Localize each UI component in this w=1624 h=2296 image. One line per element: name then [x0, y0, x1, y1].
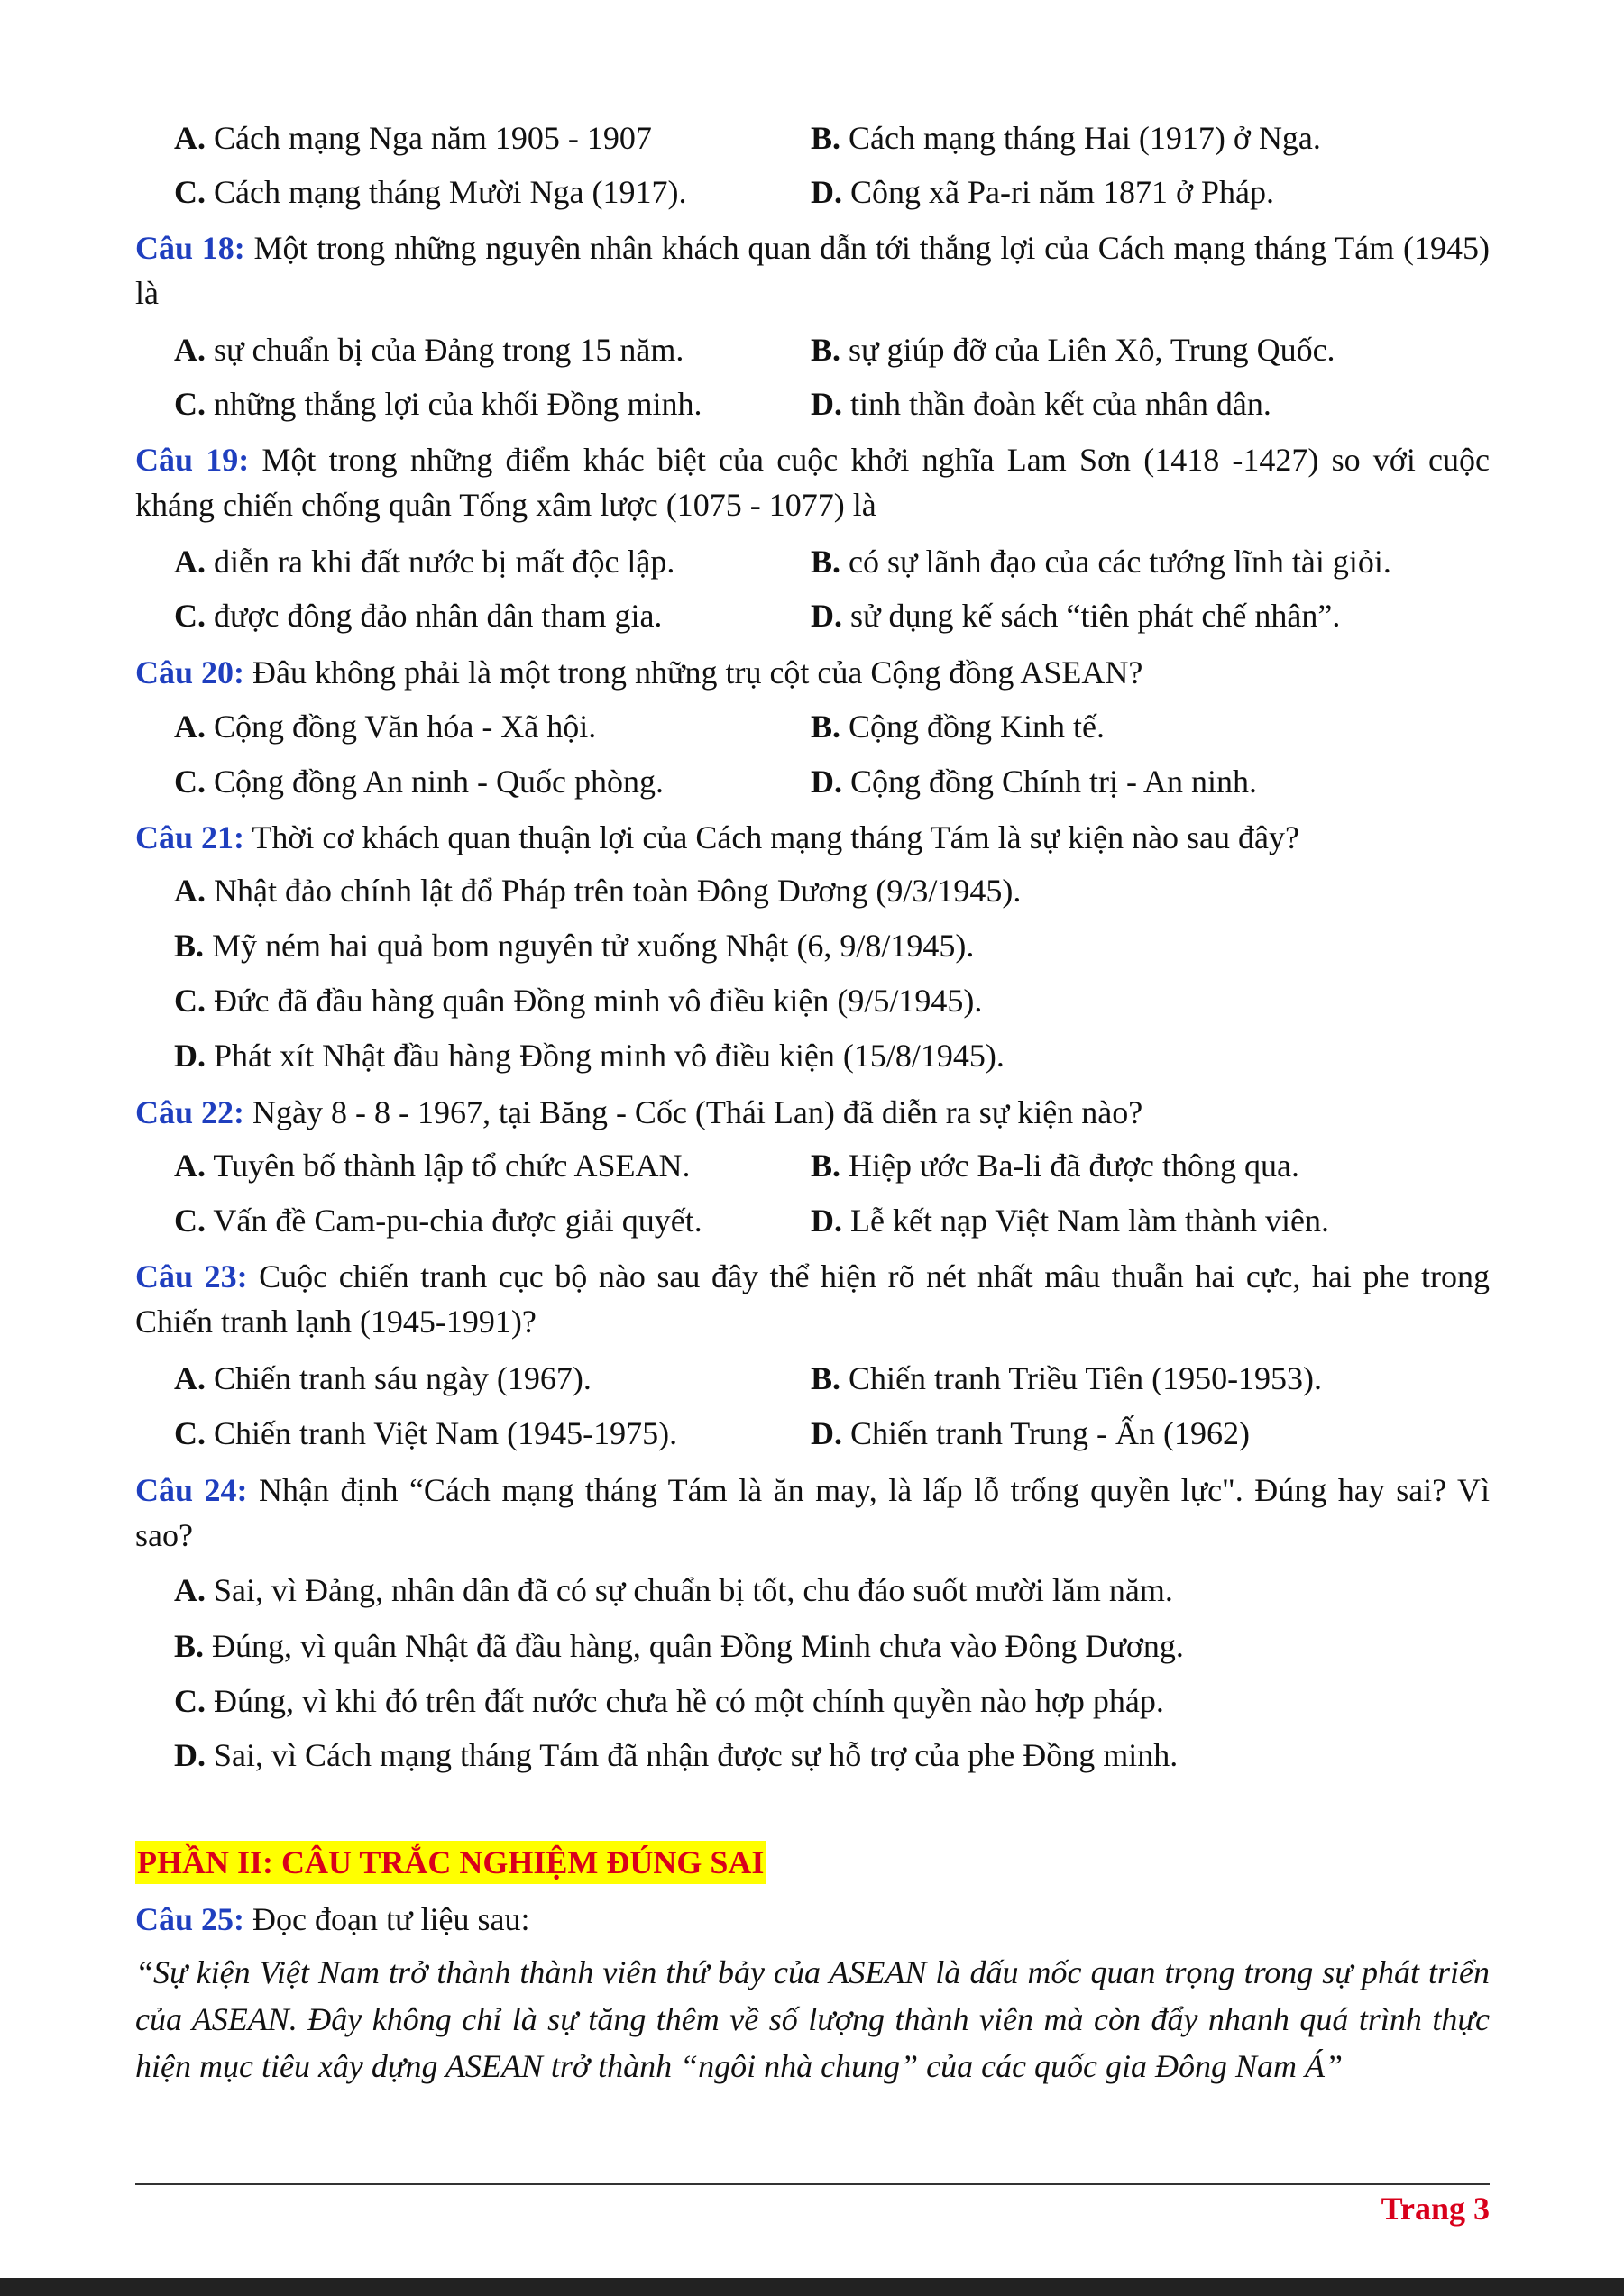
- option-text: tinh thần đoàn kết của nhân dân.: [850, 386, 1271, 422]
- question-21: [135, 815, 1490, 860]
- question-24: [135, 1468, 1490, 1558]
- q22-option-d: [811, 1201, 1329, 1240]
- option-text: được đông đảo nhân dân tham gia.: [214, 598, 663, 634]
- option-letter: B.: [811, 1360, 841, 1396]
- option-letter: D.: [811, 1415, 842, 1451]
- question-19: [135, 437, 1490, 527]
- q24-option-b: [174, 1626, 1184, 1666]
- option-letter: A.: [174, 1572, 206, 1608]
- option-text: Cộng đồng Kinh tế.: [849, 709, 1106, 745]
- option-text: Vấn đề Cam-pu-chia được giải quyết.: [213, 1203, 702, 1239]
- question-text: Thời cơ khách quan thuận lợi của Cách mạng tháng Tám là sự kiện nào sau đây?: [252, 819, 1299, 855]
- q21-option-b: [174, 926, 974, 965]
- option-text: Cách mạng tháng Mười Nga (1917).: [214, 174, 687, 210]
- option-text: Chiến tranh sáu ngày (1967).: [214, 1360, 592, 1396]
- q21-option-c: [174, 981, 982, 1020]
- q17-option-c: [174, 172, 686, 212]
- option-letter: C.: [174, 983, 206, 1019]
- option-letter: A.: [174, 1360, 206, 1396]
- option-letter: D.: [174, 1038, 206, 1074]
- option-text: sự chuẩn bị của Đảng trong 15 năm.: [214, 332, 684, 368]
- option-text: Cộng đồng Văn hóa - Xã hội.: [214, 709, 597, 745]
- q24-option-d: [174, 1735, 1178, 1775]
- q18-option-d: [811, 384, 1271, 424]
- option-text: Cộng đồng Chính trị - An ninh.: [850, 764, 1258, 800]
- q22-option-b: [811, 1146, 1299, 1185]
- option-letter: D.: [811, 386, 842, 422]
- option-letter: B.: [811, 1148, 841, 1184]
- question-number: Câu 24:: [135, 1472, 248, 1508]
- q20-option-b: [811, 707, 1105, 746]
- q19-option-c: [174, 596, 662, 636]
- option-letter: C.: [174, 598, 206, 634]
- option-letter: C.: [174, 174, 206, 210]
- option-letter: D.: [811, 1203, 842, 1239]
- option-text: Lễ kết nạp Việt Nam làm thành viên.: [850, 1203, 1330, 1239]
- q22-option-a: [174, 1146, 691, 1185]
- q21-option-a: [174, 871, 1021, 910]
- q19-option-d: [811, 596, 1340, 636]
- option-letter: C.: [174, 386, 206, 422]
- option-text: Mỹ ném hai quả bom nguyên tử xuống Nhật (6, 9/8/1945).: [212, 928, 975, 964]
- option-letter: B.: [174, 1628, 205, 1664]
- bottom-edge-bar: [0, 2278, 1624, 2296]
- question-25: [135, 1897, 1490, 1942]
- option-text: Hiệp ước Ba-li đã được thông qua.: [849, 1148, 1299, 1184]
- option-letter: C.: [174, 1683, 206, 1719]
- option-letter: A.: [174, 120, 206, 156]
- footer-divider: [135, 2183, 1490, 2185]
- q18-option-a: [174, 330, 684, 370]
- option-letter: D.: [811, 764, 842, 800]
- question-text: Một trong những nguyên nhân khách quan dẫn tới thắng lợi của Cách mạng tháng Tám (1945) là: [135, 230, 1490, 311]
- option-letter: B.: [811, 332, 841, 368]
- option-text: Nhật đảo chính lật đổ Pháp trên toàn Đông Dương (9/3/1945).: [214, 873, 1022, 909]
- question-number: Câu 22:: [135, 1094, 245, 1130]
- option-text: Sai, vì Cách mạng tháng Tám đã nhận được sự hỗ trợ của phe Đồng minh.: [214, 1737, 1179, 1773]
- option-letter: B.: [811, 120, 841, 156]
- option-letter: A.: [174, 873, 206, 909]
- option-letter: D.: [811, 598, 842, 634]
- question-number: Câu 18:: [135, 230, 245, 266]
- q18-option-b: [811, 330, 1335, 370]
- option-text: Phát xít Nhật đầu hàng Đồng minh vô điều kiện (15/8/1945).: [214, 1038, 1005, 1074]
- option-text: Tuyên bố thành lập tổ chức ASEAN.: [213, 1148, 691, 1184]
- question-number: Câu 19:: [135, 442, 250, 478]
- q23-option-a: [174, 1358, 592, 1398]
- option-letter: B.: [811, 544, 841, 580]
- option-letter: A.: [174, 332, 206, 368]
- q17-option-d: [811, 172, 1274, 212]
- q19-option-a: [174, 542, 674, 581]
- option-text: Sai, vì Đảng, nhân dân đã có sự chuẩn bị tốt, chu đáo suốt mười lăm năm.: [214, 1572, 1173, 1608]
- question-number: Câu 21:: [135, 819, 245, 855]
- q20-option-a: [174, 707, 596, 746]
- option-text: sử dụng kế sách “tiên phát chế nhân”.: [850, 598, 1341, 634]
- option-letter: D.: [174, 1737, 206, 1773]
- question-number: Câu 20:: [135, 654, 245, 691]
- option-text: những thắng lợi của khối Đồng minh.: [214, 386, 702, 422]
- option-letter: B.: [811, 709, 841, 745]
- q22-option-c: [174, 1201, 702, 1240]
- q20-option-d: [811, 762, 1257, 801]
- option-letter: C.: [174, 1203, 206, 1239]
- option-text: Đúng, vì quân Nhật đã đầu hàng, quân Đồng Minh chưa vào Đông Dương.: [212, 1628, 1184, 1664]
- q19-option-b: [811, 542, 1391, 581]
- q20-option-c: [174, 762, 664, 801]
- question-text: Ngày 8 - 8 - 1967, tại Băng - Cốc (Thái Lan) đã diễn ra sự kiện nào?: [252, 1094, 1143, 1130]
- option-text: Công xã Pa-ri năm 1871 ở Pháp.: [850, 174, 1274, 210]
- question-text: Nhận định “Cách mạng tháng Tám là ăn may, là lấp lỗ trống quyền lực". Đúng hay sai? Vì sao?: [135, 1472, 1490, 1553]
- section-heading: PHẦN II: CÂU TRẮC NGHIỆM ĐÚNG SAI: [135, 1841, 766, 1884]
- option-text: có sự lãnh đạo của các tướng lĩnh tài giỏi.: [849, 544, 1391, 580]
- question-18: [135, 225, 1490, 316]
- option-text: sự giúp đỡ của Liên Xô, Trung Quốc.: [849, 332, 1335, 368]
- option-text: Chiến tranh Trung - Ấn (1962): [850, 1415, 1250, 1451]
- option-text: Chiến tranh Việt Nam (1945-1975).: [214, 1415, 678, 1451]
- q23-option-c: [174, 1413, 677, 1453]
- question-number: Câu 23:: [135, 1258, 248, 1294]
- option-letter: A.: [174, 1148, 206, 1184]
- q18-option-c: [174, 384, 702, 424]
- q23-option-b: [811, 1358, 1322, 1398]
- question-text: Đọc đoạn tư liệu sau:: [252, 1901, 530, 1937]
- option-letter: C.: [174, 764, 206, 800]
- option-letter: A.: [174, 709, 206, 745]
- option-letter: D.: [811, 174, 842, 210]
- q17-option-a: [174, 118, 652, 158]
- q17-option-b: [811, 118, 1321, 158]
- question-number: Câu 25:: [135, 1901, 245, 1937]
- option-text: Đúng, vì khi đó trên đất nước chưa hề có một chính quyền nào hợp pháp.: [214, 1683, 1164, 1719]
- question-text: Cuộc chiến tranh cục bộ nào sau đây thể hiện rõ nét nhất mâu thuẫn hai cực, hai phe trong Chiến tranh lạnh (1945-1991)?: [135, 1258, 1491, 1340]
- option-text: Cách mạng tháng Hai (1917) ở Nga.: [849, 120, 1321, 156]
- source-quote: “Sự kiện Việt Nam trở thành thành viên thứ bảy của ASEAN là dấu mốc quan trọng trong sự phát triển của ASEAN. Đây không chỉ là sự tăng thêm về số lượng thành viên mà còn đẩy nhanh quá trình thực hiện mục tiêu xây dựng ASEAN trở thành “ngôi nhà chung” của các quốc gia Đông Nam Á”: [135, 1954, 1490, 2084]
- question-20: [135, 650, 1490, 695]
- question-text: Đâu không phải là một trong những trụ cột của Cộng đồng ASEAN?: [252, 654, 1143, 691]
- question-23: [135, 1254, 1490, 1344]
- option-text: Chiến tranh Triều Tiên (1950-1953).: [849, 1360, 1323, 1396]
- question-text: Một trong những điểm khác biệt của cuộc khởi nghĩa Lam Sơn (1418 -1427) so với cuộc kháng chiến chống quân Tống xâm lược (1075 - 1077) là: [135, 442, 1490, 523]
- option-text: Cộng đồng An ninh - Quốc phòng.: [214, 764, 664, 800]
- option-letter: C.: [174, 1415, 206, 1451]
- option-text: diễn ra khi đất nước bị mất độc lập.: [214, 544, 675, 580]
- option-text: Cách mạng Nga năm 1905 - 1907: [214, 120, 652, 156]
- q23-option-d: [811, 1413, 1250, 1453]
- q24-option-c: [174, 1681, 1164, 1721]
- page-number: Trang 3: [1381, 2191, 1490, 2227]
- option-letter: A.: [174, 544, 206, 580]
- option-letter: B.: [174, 928, 205, 964]
- q24-option-a: [174, 1570, 1173, 1610]
- option-text: Đức đã đầu hàng quân Đồng minh vô điều kiện (9/5/1945).: [214, 983, 983, 1019]
- q21-option-d: [174, 1036, 1005, 1075]
- question-22: [135, 1090, 1490, 1135]
